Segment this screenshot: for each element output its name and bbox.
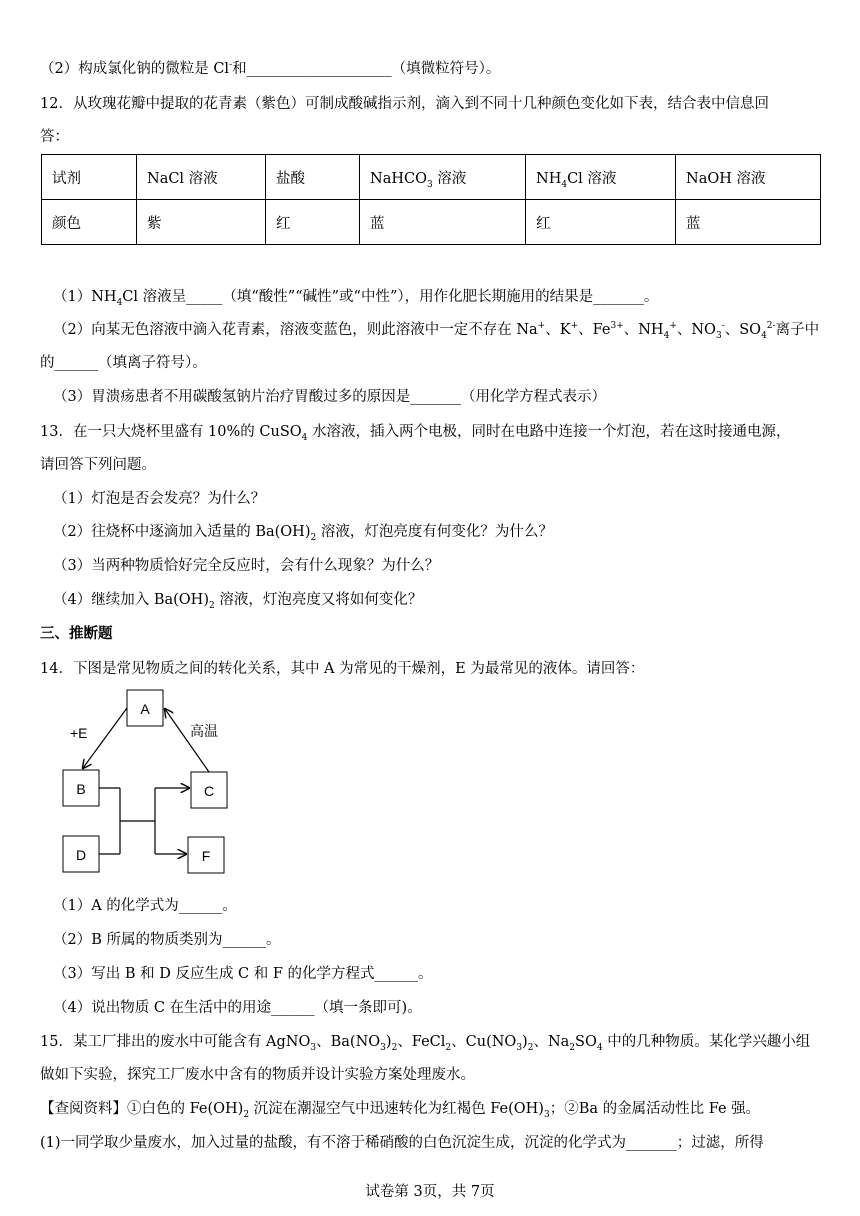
q14-part2: （2）B 所属的物质类别为______。	[53, 932, 281, 948]
table-cell: 红	[526, 200, 676, 245]
q13-part3: （3）当两种物质恰好完全反应时，会有什么现象？为什么？	[53, 558, 440, 574]
table-cell: 红	[266, 200, 360, 245]
table-cell: 试剂	[42, 155, 137, 200]
box-b	[63, 770, 99, 806]
table-cell: 蓝	[360, 200, 526, 245]
table-cell: 紫	[137, 200, 266, 245]
table-cell: $NH_4Cl$ 溶液	[526, 155, 676, 200]
arrow-a-to-b	[83, 708, 127, 768]
box-c	[191, 772, 227, 808]
table-cell: NaOH 溶液	[676, 155, 821, 200]
label-high-temp: 高温	[190, 724, 218, 740]
label-plus-e: +E	[70, 725, 88, 741]
label-d: D	[75, 847, 87, 863]
q12-stem-line2: 答：	[40, 129, 69, 145]
q12-part1: $(1)NH_4Cl$ 溶液呈_____（填“酸性”“碱性”或“中性”），用作化肥长期施用的结果是_______。	[53, 289, 659, 308]
table-cell: NaHCO$_3$ 溶液	[360, 155, 526, 200]
q11-part2: （2）构成氯化钠的微粒是 Cl-和____________________（填微粒符号）。	[40, 60, 501, 77]
q13-part4: （4）继续加入 $Ba(OH)_2$ 溶液，灯泡亮度又将如何变化？	[53, 592, 423, 611]
table-cell: NaCl 溶液	[137, 155, 266, 200]
section-heading: 三、推断题	[40, 625, 113, 642]
q12-part2-cont: 的______（填离子符号）。	[40, 355, 207, 371]
table-cell: 颜色	[42, 200, 137, 245]
q15-stem-line1: 15．某工厂排出的废水中可能含有 AgNO$_3$、$Ba(NO_3)_2$、FeCl$_2$、$Cu(NO_3)_2$、$Na_2SO_4$ 中的几种物质。某化学兴趣小组	[40, 1034, 811, 1053]
table-row	[42, 200, 821, 245]
label-b: B	[76, 781, 86, 797]
q12-stem-line1: 12．从玫瑰花瓣中提取的花青素（紫色）可制成酸碱指示剂，滴入到不同十几种颜色变化如下表，结合表中信息回	[40, 96, 769, 112]
reaction-connector	[99, 788, 189, 854]
q15-part1: (1)一同学取少量废水，加入过量的盐酸，有不溶于稀硝酸的白色沉淀生成，沉淀的化学式为_______；过滤，所得	[40, 1135, 764, 1151]
q14-part1: （1）A 的化学式为______。	[53, 898, 237, 914]
q14-part4: （4）说出物质 C 在生活中的用途______（填一条即可)。	[53, 1000, 422, 1016]
q14-part3: （3）写出 B 和 D 反应生成 C 和 F 的化学方程式______。	[53, 966, 433, 982]
arrow-c-to-a	[165, 709, 209, 772]
q14-stem: 14．下图是常见物质之间的转化关系，其中 A 为常见的干燥剂，E 为最常见的液体。请回答：	[40, 661, 645, 677]
q12-part2: （2）向某无色溶液中滴入花青素，溶液变蓝色，则此溶液中一定不存在 Na+、K+、$Fe^{3+}$、$NH_4^+$、$NO_3^-$、$SO_4^{2-}$离子中	[53, 321, 820, 341]
q13-stem-line1: 13．在一只大烧杯里盛有 10%的 CuSO$_4$ 水溶液，插入两个电极，同时在电路中连接一个灯泡，若在这时接通电源，	[40, 424, 791, 443]
table-row	[42, 155, 821, 200]
box-a	[127, 690, 163, 726]
q15-stem-line2: 做如下实验，探究工厂废水中含有的物质并设计实验方案处理废水。	[40, 1067, 475, 1083]
q12-part3: （3）胃溃疡患者不用碳酸氢钠片治疗胃酸过多的原因是_______（用化学方程式表示）	[53, 389, 606, 405]
box-d	[63, 836, 99, 872]
box-f	[188, 837, 224, 873]
label-c: C	[203, 783, 215, 799]
label-a: A	[140, 701, 150, 717]
indicator-table	[41, 154, 821, 245]
table-cell: 盐酸	[266, 155, 360, 200]
conversion-diagram	[60, 688, 240, 878]
label-f: F	[201, 848, 211, 864]
table-cell: 蓝	[676, 200, 821, 245]
q13-part1: （1）灯泡是否会发亮？为什么？	[53, 491, 266, 507]
page-footer: 试卷第 3页，共 7页	[365, 1184, 495, 1200]
q15-reference: 【查阅资料】①白色的 $Fe(OH)_2$ 沉淀在潮湿空气中迅速转化为红褐色 $Fe(OH)_3$；②Ba 的金属活动性比 Fe 强。	[40, 1101, 761, 1120]
q13-part2: （2）往烧杯中逐滴加入适量的 $Ba(OH)_2$ 溶液，灯泡亮度有何变化？为什么？	[53, 524, 553, 543]
q13-stem-line2: 请回答下列问题。	[40, 457, 156, 473]
